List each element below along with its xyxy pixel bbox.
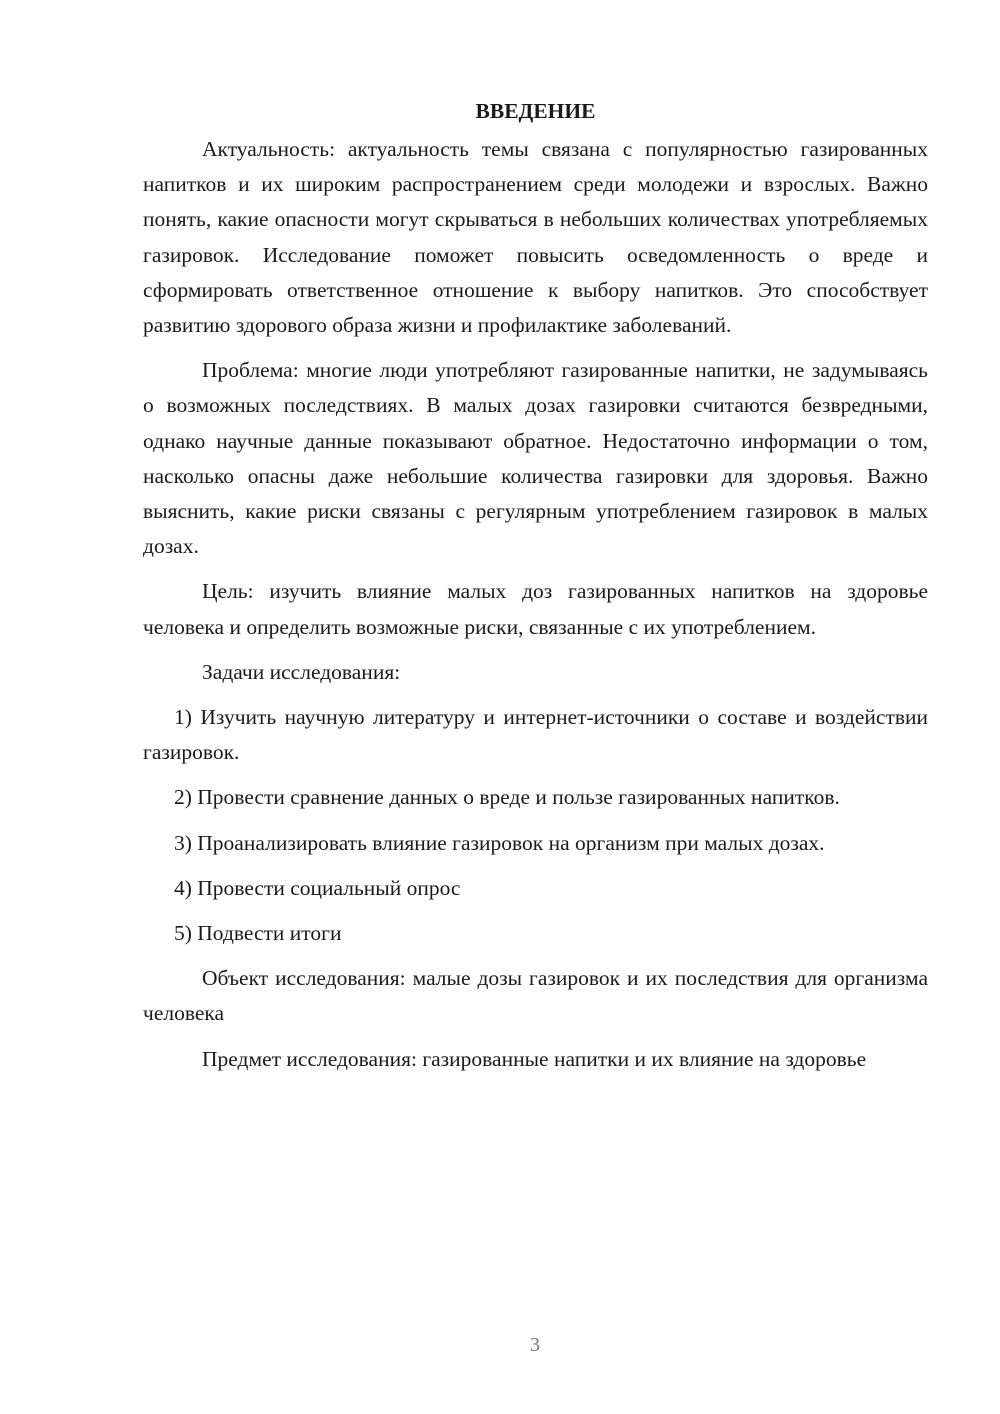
- task-item-5: 5) Подвести итоги: [174, 921, 342, 946]
- paragraph-problem: Проблема: многие люди употребляют газированные напитки, не задумываясь о возможных последствиях. В малых дозах газировки считаются безвредными, однако научные данные показывают обратное. Недостаточно информации о том, насколько опасны даже небольшие количества газировки для здоровья. Важно выяснить, какие риски связаны с регулярным употреблением газировок в малых дозах.: [143, 358, 928, 559]
- paragraph-relevance: Актуальность: актуальность темы связана с популярностью газированных напитков и их широким распространением среди молодежи и взрослых. Важно понять, какие опасности могут скрываться в небольших количествах употребляемых газировок. Исследование поможет повысить осведомленность о вреде и сформировать ответственное отношение к выбору напитков. Это способствует развитию здорового образа жизни и профилактике заболеваний.: [143, 137, 928, 338]
- task-item-3: 3) Проанализировать влияние газировок на организм при малых дозах.: [174, 830, 825, 855]
- page-content: [143, 96, 928, 1077]
- page-number: 3: [530, 1334, 540, 1356]
- paragraph-goal: Цель: изучить влияние малых доз газированных напитков на здоровье человека и определить возможные риски, связанные с их употреблением.: [143, 579, 928, 639]
- task-item-2: 2) Провести сравнение данных о вреде и пользе газированных напитков.: [174, 785, 840, 810]
- paragraph-subject: Предмет исследования: газированные напитки и их влияние на здоровье: [202, 1046, 867, 1071]
- tasks-list: [143, 700, 928, 951]
- task-item-1: 1) Изучить научную литературу и интернет-источники о составе и воздействии газировок.: [143, 705, 928, 765]
- tasks-heading: Задачи исследования:: [202, 659, 401, 684]
- task-item-4: 4) Провести социальный опрос: [174, 875, 461, 900]
- page-title: ВВЕДЕНИЕ: [475, 99, 596, 123]
- paragraph-object: Объект исследования: малые дозы газировок и их последствия для организма человека: [143, 966, 928, 1026]
